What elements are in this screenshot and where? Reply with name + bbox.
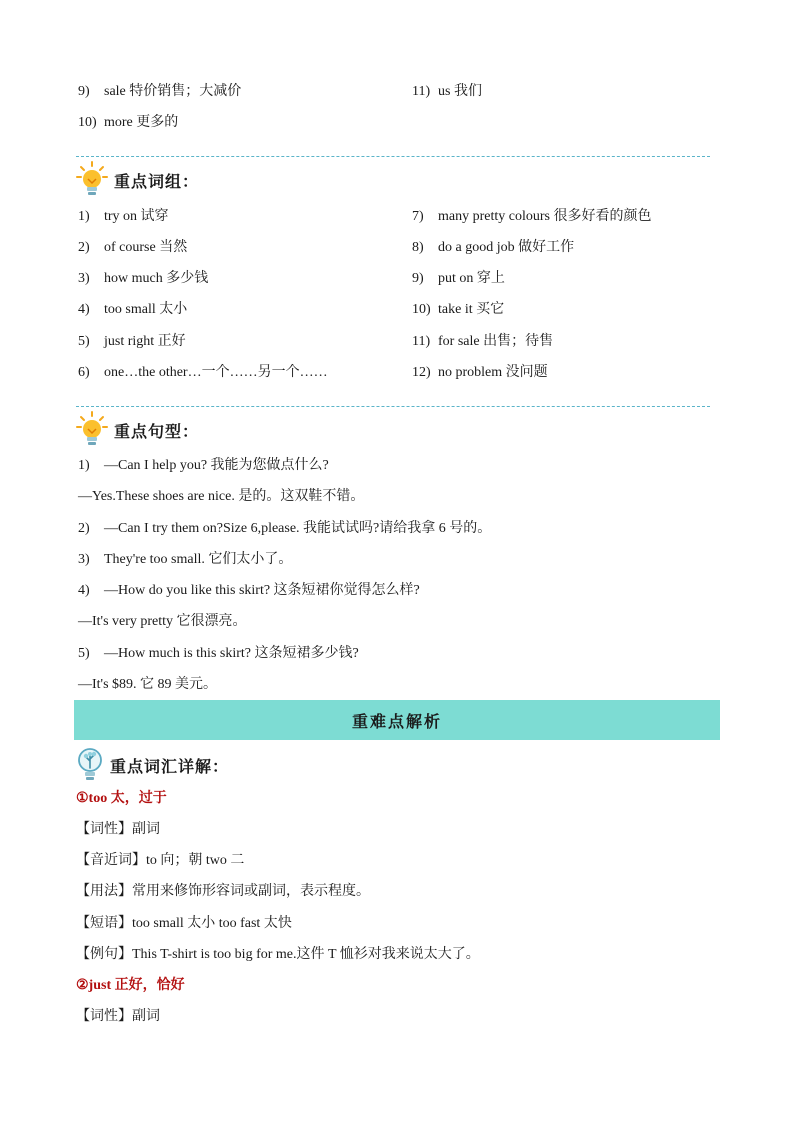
list-item: 4) too small 太小 [78,302,188,317]
section-divider [76,156,710,157]
vocab-item: 11) us 我们 [412,84,482,99]
entry-line: 【词性】副词 [76,822,160,837]
section-title: 重点词组： [114,171,200,191]
sentence-line: —Yes.These shoes are nice. 是的。这双鞋不错。 [78,489,365,504]
sentence-line: —It's $89. 它 89 美元。 [78,677,218,692]
list-item: 5) just right 正好 [78,334,186,349]
sentence-line: 3) They're too small. 它们太小了。 [78,552,293,567]
lightbulb-icon [76,410,108,450]
word-entry-title: ②just 正好，恰好 [76,978,185,993]
section-heading-sentences [76,410,199,450]
sentence-line: 4) —How do you like this skirt? 这条短裙你觉得怎么样? [78,583,420,598]
vocab-item: 10) more 更多的 [78,115,179,130]
section-title: 重点句型： [114,421,200,441]
sentence-line: 2) —Can I try them on?Size 6,please. 我能试试吗?请给我拿 6 号的。 [78,521,492,536]
sentence-line: 5) —How much is this skirt? 这条短裙多少钱? [78,646,359,661]
list-item: 12) no problem 没问题 [412,365,548,380]
entry-line: 【词性】副词 [76,1009,160,1024]
sentence-line: 1) —Can I help you? 我能为您做点什么? [78,458,329,473]
section-band: 重难点解析 [74,700,720,740]
entry-line: 【音近词】to 向；朝 two 二 [76,853,245,868]
list-item: 1) try on 试穿 [78,209,169,224]
list-item: 9) put on 穿上 [412,271,505,286]
sentence-line: —It's very pretty 它很漂亮。 [78,614,247,629]
section-title: 重点词汇详解： [110,756,230,776]
entry-line: 【短语】too small 太小 too fast 太快 [76,916,292,931]
list-item: 6) one…the other…一个……另一个…… [78,365,328,380]
section-heading-phrases [76,160,199,200]
entry-line: 【用法】常用来修饰形容词或副词，表示程度。 [76,884,370,899]
section-heading-analysis [76,745,229,785]
list-item: 8) do a good job 做好工作 [412,240,575,255]
section-divider [76,406,710,407]
lightbulb-icon [76,160,108,200]
list-item: 2) of course 当然 [78,240,188,255]
list-item: 3) how much 多少钱 [78,271,209,286]
list-item: 11) for sale 出售；待售 [412,334,554,349]
tree-bulb-icon [76,747,104,783]
vocab-item: 9) sale 特价销售；大减价 [78,84,242,99]
word-entry-title: ①too 太，过于 [76,791,167,806]
list-item: 7) many pretty colours 很多好看的颜色 [412,209,652,224]
entry-line: 【例句】This T-shirt is too big for me.这件 T 恤衫对我来说太大了。 [76,947,480,962]
list-item: 10) take it 买它 [412,302,505,317]
